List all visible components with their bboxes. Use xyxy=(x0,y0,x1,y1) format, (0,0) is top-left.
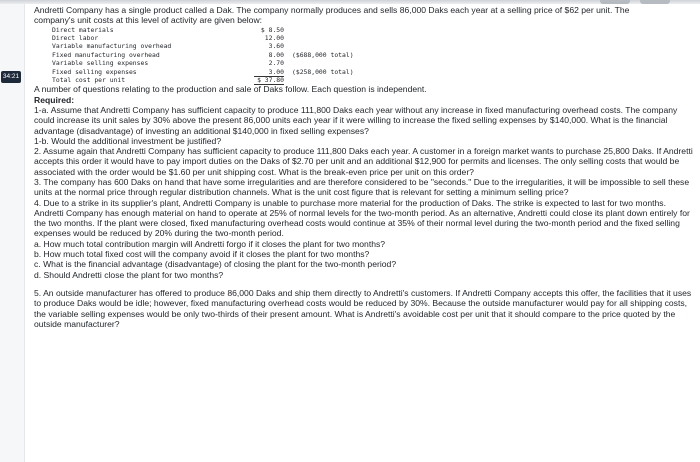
cost-note: ($688,000 total) xyxy=(292,50,354,59)
question-4a: a. How much total contribution margin will Andretti forgo if it closes the plant for two months? xyxy=(34,238,386,249)
table-row xyxy=(52,26,412,34)
question-4: 4. Due to a strike in its supplier's plant, Andretti Company is unable to purchase more material for the production of Daks. The strike is expected to last for two months. Andretti Company has enough material on hand to operate at 25% of normal levels for the two-month period. As an alternative, Andretti could close its plant down entirely for the two months. If the plant were closed, fixed manufacturing overhead costs would continue at 35% of their normal level during the two-month period and the fixed selling expenses would be reduced by 20% during the two-month period. xyxy=(34,197,690,239)
browser-top-bar xyxy=(0,0,700,4)
question-2: 2. Assume again that Andretti Company has sufficient capacity to produce 111,800 Daks each year. A customer in a foreign market wants to purchase 25,800 Daks. If Andretti accepts this order it would have to pay import duties on the Daks of $2.70 per unit and an additional $12,900 for permits and licenses. The only selling costs that would be associated with the order would be $1.60 per unit shipping cost. What is the break-even price per unit on this order? xyxy=(34,146,693,177)
problem-intro: Andretti Company has a single product called a Dak. The company normally produces and sells 86,000 Daks each year at a selling price of $62 per unit. The company's unit costs at this level of activity are given below: xyxy=(34,5,630,26)
total-value: $ 37.80 xyxy=(254,76,284,85)
cost-label: Variable manufacturing overhead xyxy=(52,42,172,51)
cost-value: 12.00 xyxy=(264,33,284,42)
timer-badge: 34:21 xyxy=(1,71,21,83)
table-row xyxy=(52,34,412,42)
question-content xyxy=(34,5,694,329)
cost-note: ($258,000 total) xyxy=(292,67,354,76)
question-1b: 1-b. Would the additional investment be justified? xyxy=(34,135,222,146)
question-1a: 1-a. Assume that Andretti Company has sufficient capacity to produce 111,800 Daks each year without any increase in fixed manufacturing overhead costs. The company could increase its unit sales by 30% above the present 86,000 units each year if it were willing to increase the fixed selling expenses by $140,000. What is the financial advantage (disadvantage) of investing an additional $140,000 in fixed selling expenses? xyxy=(34,104,678,136)
cost-value: $ 8.50 xyxy=(260,25,284,34)
cost-value: 2.70 xyxy=(268,59,284,68)
total-label: Total cost per unit xyxy=(52,75,126,84)
required-heading: Required: xyxy=(34,94,75,105)
browser-tab[interactable] xyxy=(640,0,670,4)
required-section xyxy=(34,95,694,330)
browser-tab[interactable] xyxy=(600,0,630,4)
question-5: 5. An outside manufacturer has offered to produce 86,000 Daks and ship them directly to Andretti's customers. If Andretti Company accepts this offer, the facilities that it uses to produce Daks would be idle; however, fixed manufacturing overhead costs would be reduced by 30%. Because the outside manufacturer would pay for all shipping costs, the variable selling expenses would be only two-thirds of their present amount. What is Andretti's avoidable cost per unit that it should compare to the price quoted by the outside manufacturer? xyxy=(34,287,692,329)
unit-cost-table xyxy=(52,26,412,85)
cost-label: Direct materials xyxy=(52,25,114,34)
question-4b: b. How much total fixed cost will the company avoid if it closes the plant for two months? xyxy=(34,249,370,260)
cost-label: Fixed selling expenses xyxy=(52,67,137,76)
cost-value: 8.00 xyxy=(268,50,284,59)
question-3: 3. The company has 600 Daks on hand that have some irregularities and are therefore considered to be "seconds." Due to the irregularities, it will be impossible to sell these units at the normal price through regular distribution channels. What is the unit cost figure that is relevant for setting a minimum selling price? xyxy=(34,177,690,198)
table-row xyxy=(52,51,412,59)
table-row xyxy=(52,59,412,67)
question-4c: c. What is the financial advantage (disadvantage) of closing the plant for the two-month period? xyxy=(34,259,397,270)
table-total-row xyxy=(52,76,412,84)
questions-intro: A number of questions relating to the production and sale of Daks follow. Each question is independent. xyxy=(34,84,427,95)
left-rail xyxy=(0,4,25,462)
cost-value: 3.00 xyxy=(254,68,284,77)
table-row xyxy=(52,68,412,76)
table-row xyxy=(52,42,412,50)
cost-value: 3.60 xyxy=(268,42,284,51)
question-4d: d. Should Andretti close the plant for two months? xyxy=(34,269,224,280)
cost-label: Fixed manufacturing overhead xyxy=(52,50,160,59)
cost-label: Direct labor xyxy=(52,33,99,42)
cost-label: Variable selling expenses xyxy=(52,59,149,68)
